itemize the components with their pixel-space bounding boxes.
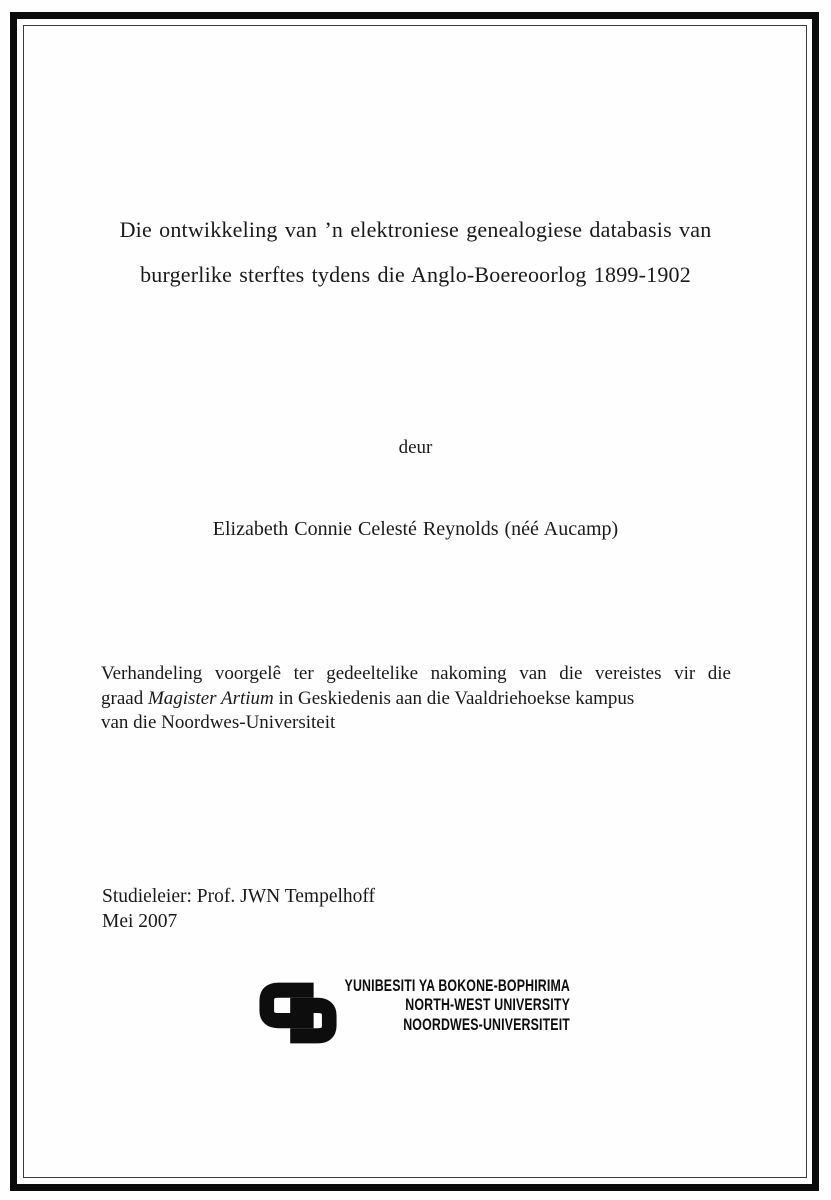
degree-statement-line-2-post: in Geskiedenis aan die Vaaldriehoekse kampus (273, 687, 635, 709)
supervisor-block (102, 884, 375, 934)
degree-statement (101, 662, 731, 736)
logo-text-afrikaans: NOORDWES-UNIVERSITEIT (403, 1015, 570, 1034)
degree-statement-line-2 (101, 687, 731, 712)
university-logo-text (312, 977, 570, 1035)
degree-statement-line-1: Verhandeling voorgelê ter gedeeltelike nakoming van die vereistes vir die (101, 663, 731, 684)
thesis-title (60, 207, 771, 297)
degree-name-italic: Magister Artium (147, 687, 274, 709)
thesis-title-line-1: Die ontwikkeling van ’n elektroniese genealogiese databasis van (119, 217, 712, 242)
degree-statement-line-2-pre: graad (101, 687, 148, 709)
thesis-title-line-2: burgerlike sterftes tydens die Anglo-Boereoorlog 1899-1902 (140, 262, 691, 287)
logo-text-english: NORTH-WEST UNIVERSITY (405, 996, 570, 1015)
date-line: Mei 2007 (102, 911, 178, 932)
logo-text-setswana: YUNIBESITI YA BOKONE-BOPHIRIMA (344, 977, 570, 995)
degree-statement-line-3: van die Noordwes-Universiteit (101, 712, 336, 733)
supervisor-line: Studieleier: Prof. JWN Tempelhoff (102, 886, 376, 907)
author-name: Elizabeth Connie Celesté Reynolds (néé Aucamp) (212, 518, 619, 540)
byline-deur: deur (398, 437, 433, 458)
